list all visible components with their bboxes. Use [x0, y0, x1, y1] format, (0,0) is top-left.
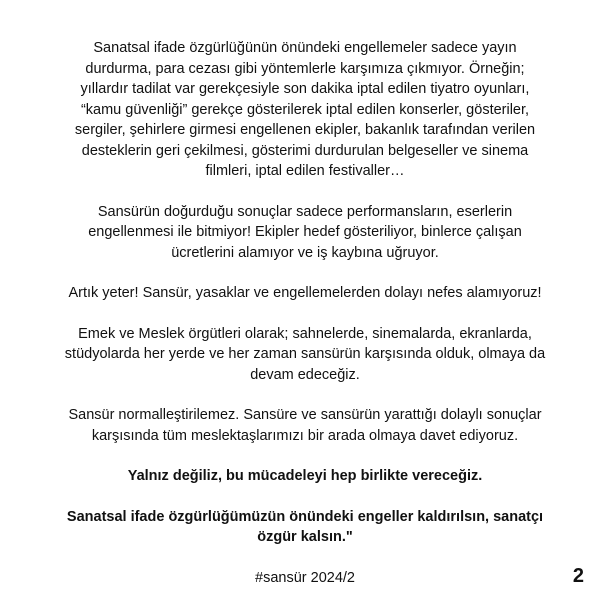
- paragraph-organizations: Emek ve Meslek örgütleri olarak; sahnelerde, sinemalarda, ekranlarda, stüdyolarda her yerde ve her zaman sansürün karşısında olduk, olmaya da devam edeceğiz.: [64, 325, 546, 383]
- paragraph-enough: Artık yeter! Sansür, yasaklar ve engellemelerden dolayı nefes alamıyoruz!: [68, 285, 542, 301]
- bold-statement-freedom: Sanatsal ifade özgürlüğümüzün önündeki engeller kaldırılsın, sanatçı özgür kalsın.": [66, 508, 544, 545]
- paragraph-invitation: Sansür normalleştirilemez. Sansüre ve sansürün yarattığı dolaylı sonuçlar karşısında tüm meslektaşlarımızı bir arada olmaya davet ediyoruz.: [68, 407, 542, 444]
- document-body: [60, 38, 550, 588]
- page-number: 2: [572, 565, 584, 587]
- paragraph-censorship-examples: Sanatsal ifade özgürlüğünün önündeki engellemeler sadece yayın durdurma, para cezası gibi yöntemlerle karşımıza çıkmıyor. Örneğin; yıllardır tadilat var gerekçesiyle son dakika iptal edilen tiyatro oyunları, “kamu güvenliği” gerekçe gösterilerek iptal edilen konserler, gösteriler, sergiler, şehirlere girmesi engellenen ekipler, bakanlık tarafından verilen desteklerin geri çekilmesi, gösterimi durdurulan belgeseller ve sinema filmleri, iptal edilen festivaller…: [74, 40, 536, 179]
- hashtag-label: #sansür 2024/2: [255, 569, 355, 586]
- bold-statement-together: Yalnız değiliz, bu mücadeleyi hep birlikte vereceğiz.: [127, 468, 483, 484]
- paragraph-consequences: Sansürün doğurduğu sonuçlar sadece performansların, eserlerin engellenmesi ile bitmiyor! Ekipler hedef gösteriliyor, binlerce çalışan ücretlerini alamıyor ve iş kaybına uğruyor.: [88, 203, 522, 261]
